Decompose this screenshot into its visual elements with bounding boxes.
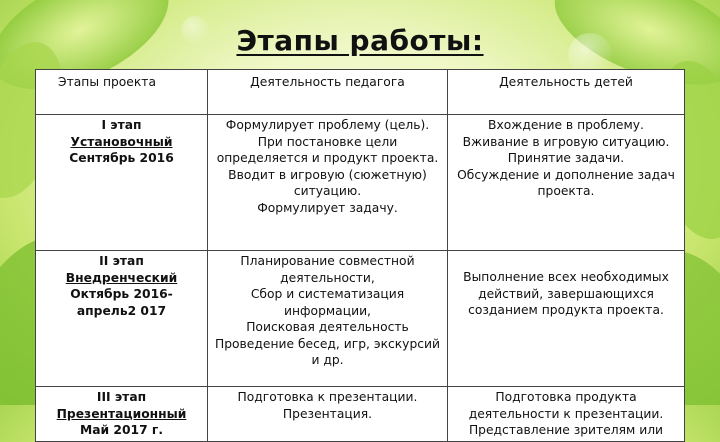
teacher-cell bbox=[208, 115, 448, 251]
page-title: Этапы работы: bbox=[236, 24, 484, 57]
stage-cell bbox=[36, 115, 208, 251]
header-cell-children: Деятельность детей bbox=[448, 70, 685, 115]
table-header-row bbox=[36, 70, 685, 115]
teacher-activity: Формулирует задачу. bbox=[257, 200, 398, 215]
children-activity: Представление зрителям или bbox=[468, 423, 664, 437]
stage-name: Внедренческий bbox=[65, 270, 178, 285]
teacher-activity: Сбор и систематизация информации, bbox=[250, 287, 405, 318]
teacher-activity: Проведение бесед, игр, экскурсий и др. bbox=[214, 336, 441, 367]
children-cell bbox=[448, 251, 685, 387]
stage-date: Май 2017 г. bbox=[79, 423, 164, 437]
teacher-cell bbox=[208, 387, 448, 442]
stages-table bbox=[35, 69, 685, 442]
teacher-activity: Поисковая деятельность bbox=[246, 320, 409, 334]
teacher-activity: Планирование совместной деятельности, bbox=[240, 254, 415, 285]
stage-date: Октябрь 2016- апрель2 017 bbox=[70, 287, 173, 318]
stage-cell bbox=[36, 387, 208, 442]
header-cell-teacher: Деятельность педагога bbox=[208, 70, 448, 115]
header-cell-stages: Этапы проекта bbox=[36, 70, 208, 115]
stage-name: Установочный bbox=[70, 134, 173, 149]
table-row bbox=[36, 387, 685, 442]
table-row bbox=[36, 251, 685, 387]
children-activity: Выполнение всех необходимых действий, завершающихся созданием продукта проекта. bbox=[463, 270, 669, 317]
teacher-activity: Подготовка к презентации. bbox=[237, 390, 418, 404]
teacher-activity: Формулирует проблему (цель). bbox=[225, 118, 430, 132]
children-cell bbox=[448, 115, 685, 251]
stage-date: Сентябрь 2016 bbox=[69, 151, 174, 165]
teacher-activity: Вводит в игровую (сюжетную) ситуацию. bbox=[228, 167, 427, 198]
stage-cell bbox=[36, 251, 208, 387]
children-cell bbox=[448, 387, 685, 442]
teacher-cell bbox=[208, 251, 448, 387]
children-activity: Принятие задачи. bbox=[507, 151, 625, 165]
stage-number: II этап bbox=[99, 254, 144, 268]
table-row bbox=[36, 115, 685, 251]
children-activity: Вживание в игровую ситуацию. bbox=[462, 134, 670, 149]
stage-number: III этап bbox=[96, 390, 147, 404]
stage-number: I этап bbox=[101, 118, 142, 132]
children-activity: Обсуждение и дополнение задач проекта. bbox=[457, 167, 675, 198]
children-activity: Подготовка продукта деятельности к презентации. bbox=[468, 390, 664, 421]
teacher-activity: При постановке цели определяется и продукт проекта. bbox=[216, 134, 439, 165]
stage-name: Презентационный bbox=[56, 406, 187, 421]
children-activity: Вхождение в проблему. bbox=[488, 118, 644, 132]
teacher-activity: Презентация. bbox=[282, 406, 373, 421]
